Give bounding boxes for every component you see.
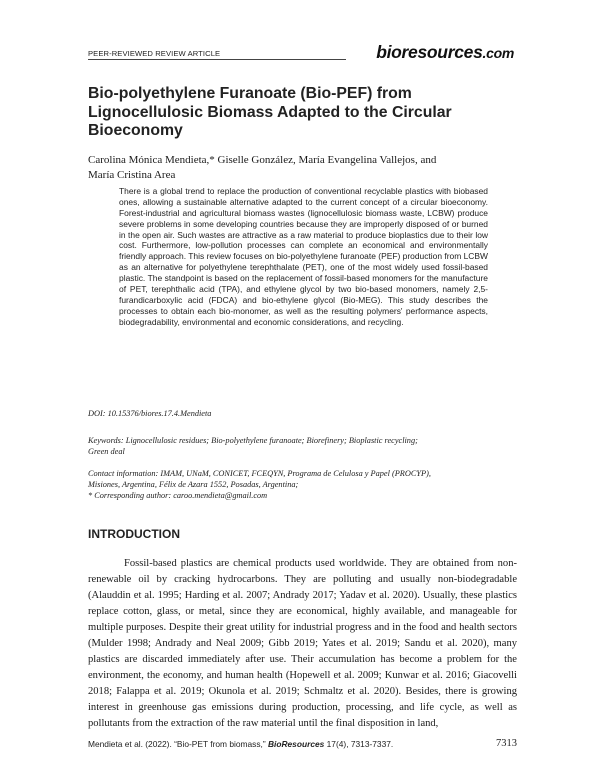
title-line: Bio-polyethylene Furanoate (Bio-PEF) from — [88, 85, 412, 102]
footer-citation — [88, 739, 393, 749]
body-paragraph: Fossil-based plastics are chemical products used worldwide. They are obtained from non-renewable oil by cracking hydrocarbons. They are polluting and usually non-biodegradable (Alauddin et al. 1995; Harding et al. 2007; Andrady 2017; Yadav et al. 2020). Usually, these plastics replace cotton, glass, or metal, since they are economical, highly available, and manageable for multiple purposes. Despite their great utility for industrial progress and in the food and health sectors (Mulder 1998; Andrady and Neal 2009; Gibb 2019; Yates et al. 2019; Sandu et al. 2020), many plastics are discarded immediately after use. Their accumulation has become a problem for the environment, the economy, and human health (Hopewell et al. 2009; Kunwar et al. 2016; Giacovelli 2018; Falappa et al. 2019; Okunola et al. 2019; Schmaltz et al. 2020). Besides, there is growing interest in greenhouse gas emissions during production, processing, and life cycle, as well as pollutants from the extraction of the raw material until the final disposition in land, — [88, 558, 517, 730]
abstract: There is a global trend to replace the production of conventional recyclable plastics with biobased ones, allowing a sustainable alternative adapted to the current concept of a circular bioeconomy. Forest-industrial and agricultural biomass wastes (lignocellulosic biomass waste, LCBW) produce severe problems in some developing countries because they are improperly disposed of or burned in the open air. Such wastes are attractive as a raw material to produce bioplastics due to their low cost. Furthermore, low-pollution processes can complete an economical and environmentally friendly approach. This review focuses on bio-polyethylene furanoate (PEF) production from LCBW as an alternative for polyethylene terephthalate (PET), one of the most widely used fossil-based plastic. The standpoint is based on the replacement of fossil-based monomers for the manufacture of PET, terephthalic acid (TPA), and ethylene glycol by two bio-based monomers, namely 2,5-furandicarboxylic acid (FDCA) and bio-ethylene glycol (Bio-MEG). This study describes the processes to obtain each bio-monomer, as well as the resulting polymers' performance aspects, biodegradability, environmental and economic considerations, and recycling. — [119, 186, 488, 327]
title-line: Lignocellulosic Biomass Adapted to the Circular — [88, 103, 452, 121]
journal-logo-suffix: .com — [482, 45, 514, 61]
header-rule — [88, 59, 346, 60]
author-list — [88, 153, 518, 183]
contact-line: Contact information: IMAM, UNaM, CONICET, FCEQYN, Programa de Celulosa y Papel (PROCYP), — [88, 469, 431, 478]
title-line: Bioeconomy — [88, 122, 183, 139]
doi: DOI: 10.15376/biores.17.4.Mendieta — [88, 409, 212, 418]
introduction-body — [88, 556, 517, 733]
article-title — [88, 85, 518, 141]
corresponding-author: * Corresponding author: caroo.mendieta@gmail.com — [88, 491, 268, 500]
citation-journal: BioResources — [267, 739, 325, 749]
page-number: 7313 — [496, 738, 517, 749]
section-heading: INTRODUCTION — [88, 527, 180, 541]
citation-prefix: Mendieta et al. (2022). “Bio-PET from biomass,” — [88, 739, 268, 749]
page-footer — [88, 739, 517, 753]
journal-logo — [376, 42, 514, 63]
keywords-line: Keywords: Lignocellulosic residues; Bio-polyethylene furanoate; Biorefinery; Bioplastic recycling; — [88, 436, 418, 445]
journal-logo-name: bioresources — [376, 42, 483, 62]
citation-suffix: 17(4), 7313-7337. — [324, 739, 394, 749]
keywords-line: Green deal — [88, 447, 125, 456]
contact-information — [88, 468, 518, 501]
author-line: María Cristina Area — [88, 169, 176, 181]
running-header — [88, 38, 514, 60]
keywords — [88, 435, 518, 457]
author-line: Carolina Mónica Mendieta,* Giselle González, María Evangelina Vallejos, and — [88, 154, 437, 166]
contact-line: Misiones, Argentina, Félix de Azara 1552, Posadas, Argentina; — [88, 480, 299, 489]
article-type-label: PEER-REVIEWED REVIEW ARTICLE — [88, 49, 221, 58]
